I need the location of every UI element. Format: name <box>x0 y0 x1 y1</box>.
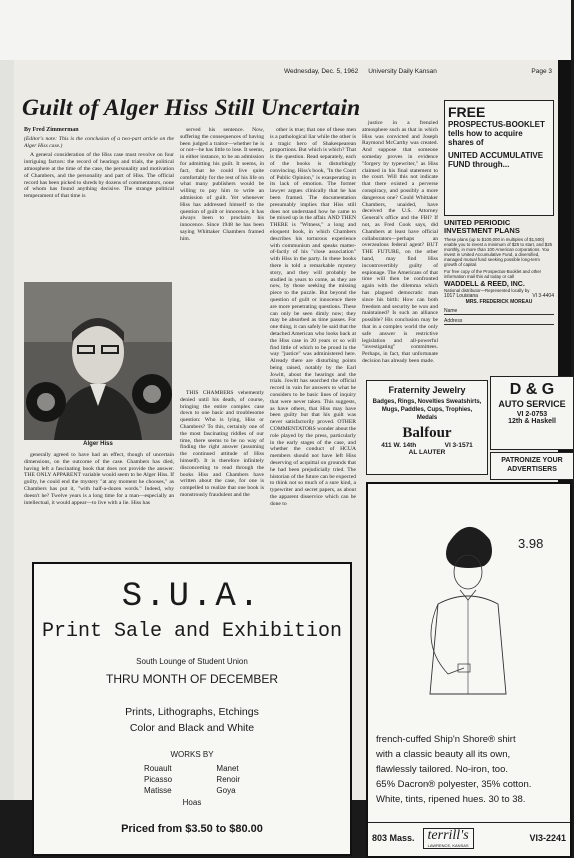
article-text: other is true; that one of these men is a pathological liar while the other is a tragic hero of Shakespearean proportions. But which is which? That is the question. Read separately, each of the books is disturbingly convincing. Hiss's book, "In the Court of Public Opinion," is exasperating in its lack of emotion. The former lawyer argues clinically that he has been framed. The documentation presumably implies that Hiss still does not understand how he came to be mixed up in the affair. AND THEN THERE is "Witness," a long and eloquent book, in which Chambers describes his torturous experience with communism and speaks matter-of-factly of his "close association" with Hiss in the party. In these books there is told a remarkable mystery story, and they will probably be studied in years to come, as they are now, by those seeking the missing piece to the puzzle. But beyond the question of guilt or innocence there are more penetrating questions. These can only be seen dimly now; they may be absorbed as time passes. For one thing, it can safely be said that the detached American who looks back at the Hiss case in 20 years or so will find little of which to be proud in the way "justice" was administered here. Already there are disturbing points being raised, notably by the Earl Jowitt, about the hearings and the trials. Jowitt has searched the official record in vain for answers to what he considers to be basic lines of inquiry that were never taken. This suggests, as have others, that Hiss may have been guilty but that his guilt was never satisfactorily proved. OTHER COMMENTATORS wonder about the role played by the press, particularly in the early stages of the case, and whether the conduct of HCUA members should not have left Hiss deserving of acquittal on grounds that he had been prejudicially tried. The historian of the future can be expected to think not so much of a sure kind, a typewriter and secret papers, as about the apparent disservice which can be done to <box>270 127 356 507</box>
terrill-copy-4: 65% Dacron® polyester, 35% cotton. <box>376 779 532 790</box>
terrill-logo <box>423 828 474 849</box>
ad-company: WADDELL & REED, INC. <box>444 281 525 288</box>
artist: Goya <box>216 786 236 795</box>
ad-desc: These plans (up to $100,000 in multiples of $1,500) enable you to invest a minimum of $25 to start, and $25 monthly, in more than 100 American corporations. You invest in United Accumulative Fund, a diversified, managed mutual fund seeking possible long-term growth of capital. <box>444 237 553 267</box>
ad-sub: National distributor—Represented locally by <box>444 288 530 293</box>
artist: Picasso <box>144 775 173 784</box>
terrill-copy-3: flawlessly tailored. No-iron, too. <box>376 764 508 775</box>
article-column-2 <box>180 127 264 307</box>
sua-title: S.U.A. <box>121 578 263 616</box>
jewelry-items: Badges, Rings, Novelties Sweatshirts, Mugs, Paddles, Cups, Trophies, Medals <box>372 399 482 421</box>
sua-when: THRU MONTH OF DECEMBER <box>106 672 278 686</box>
sua-location: South Lounge of Student Union <box>136 657 248 666</box>
dg-service: AUTO SERVICE <box>498 399 566 409</box>
header-paper: University Daily Kansan <box>368 68 437 75</box>
artist: Manet <box>216 764 239 773</box>
prospectus-box <box>444 100 554 216</box>
patronize-text: PATRONIZE YOUR ADVERTISERS <box>501 457 563 473</box>
page-header <box>284 68 552 75</box>
patronize-banner <box>490 452 574 480</box>
dg-title: D & G <box>509 381 555 398</box>
prospectus-ad <box>444 100 554 324</box>
sua-print-sale-ad <box>32 562 352 856</box>
jewelry-contact <box>367 442 487 449</box>
article-column-4 <box>362 120 438 374</box>
sua-items2: Color and Black and White <box>129 722 255 734</box>
alger-hiss-photo <box>24 282 172 440</box>
sua-artists <box>34 759 350 796</box>
sua-subtitle: Print Sale and Exhibition <box>41 620 343 643</box>
sua-works-by: WORKS BY <box>170 750 214 759</box>
ad-name-line: Name <box>444 308 554 315</box>
terrills-shirt-ad <box>366 482 572 858</box>
article-text: served his sentence. Now, suffering the consequences of having been judged a traitor—whether he is or not—he has little to lose. It seems, in either instance, to be an admission for admitting his guilt. It seems, in fact, that he could live quite comfortably for the rest of his life on what many publishers would be willing to pay him to write an admission of guilt. Yet whenever Hiss has addressed himself to the question of guilt or innocence, it has always been to proclaim his innocence. Since 1948 he has been saying Whittaker Chambers framed him. <box>180 127 264 242</box>
terrill-store: terrill's <box>427 827 469 843</box>
sua-artists-left <box>144 763 172 796</box>
sua-price: Priced from $3.50 to $80.00 <box>121 823 263 835</box>
ad-address-blank: Address <box>444 318 554 325</box>
artist: Renoir <box>216 775 240 784</box>
article-text: generally agreed to have had an effect, though of uncertain dimensions, on the outcome of the case. Chambers has died, having left a fascinating book that does not provide the answer. THE ONLY APPARENT variable would seem to be Alger Hiss. If guilty, he could end the mystery "at any moment he chooses," as Chambers has put it, "with half-a-dozen words." Indeed, why doesn't he? Twelve years is a long time for a man—especially an intellectual, it would appear—to live with a lie. Hiss has <box>24 452 174 506</box>
terrill-copy-2: with a classic beauty all its own, <box>376 749 511 760</box>
header-page: Page 3 <box>531 68 552 75</box>
header-date: Wednesday, Dec. 5, 1962 <box>284 68 359 75</box>
adjacent-page-edge <box>0 60 15 800</box>
ad-plans: UNITED PERIODIC INVESTMENT PLANS <box>444 218 520 235</box>
article-column-2b <box>180 390 264 556</box>
ad-send: For free copy of the Prospectus-Booklet and other information mail this ad today or call <box>444 269 542 279</box>
ad-line1: PROSPECTUS-BOOKLET tells how to acquire shares of <box>448 120 545 147</box>
ad-addr2: VI 3-4404 <box>532 293 554 299</box>
jewelry-addr: 411 W. 14th <box>381 442 417 449</box>
terrill-copy <box>376 732 531 807</box>
terrill-copy-5: White, tints, ripened hues. 30 to 38. <box>376 794 526 805</box>
article-text: justice in a frenzied atmosphere such as that in which Hiss was convicted and Joseph Raymond McCarthy was created. And suppose that someone someday proves in evidence "forgery by typewriter," as Hiss claimed in his final statement to the court. Will this not indicate that there existed a perverse conspiracy, and possibly a more dangerous one? Could Whittaker Chambers, unaided, have deceived the U.S. Attorney General's office and the FBI? If not, as Fred Cook says, did Chambers at least have official collaborators—perhaps an overzealous federal agent? BUT THE FUTURE, on the other hand, may find Hiss incontrovertibly guilty of espionage. The Americans of that time will then be confronted again with the dilemma which has plagued democratic man since his birth: How can both freedom and security be won and maintained? Is such an alliance possible? His conclusion may be that in a complex world the only safe answer is restrictive legislation and all-powerful "investigating" committees. Perhaps, in fact, that unfortunate decision has already been made. <box>362 120 438 364</box>
dg-phone: VI 2-0753 <box>516 411 548 418</box>
article-text: THIS CHAMBERS vehemently denied until his death, of course, bringing the entire complex case down to one basic and troublesome question: Who is lying, Hiss or Chambers? To this, certainly one of the most fascinating riddles of our time, there seems to be no way of finding the right answer (assuming the continued attitude of Hiss himself). It is therefore infinitely disconcerting to read through the books Hiss and Chambers have written about the case, for one is compelled to realize that one book is monstrously fraudulent and the <box>180 390 264 498</box>
terrill-footer <box>368 822 570 853</box>
artist: Matisse <box>144 786 172 795</box>
article-column-1b <box>24 452 174 556</box>
ad-addr1: 1017 Louisiana <box>444 293 478 299</box>
byline: By Fred Zimmerman <box>24 127 79 133</box>
terrill-price: 3.98 <box>518 536 544 551</box>
photo-caption: Alger Hiss <box>83 441 113 447</box>
scan-top-margin <box>0 0 571 60</box>
dg-auto-ad <box>490 376 574 450</box>
headline: Guilt of Alger Hiss Still Uncertain <box>22 95 361 121</box>
article-column-3 <box>270 127 356 557</box>
newspaper-page <box>14 60 566 848</box>
terrill-phone: VI3-2241 <box>529 833 566 843</box>
artist: Hoas <box>182 798 202 807</box>
jewelry-title: Fraternity Jewelry <box>388 385 466 395</box>
ad-rep: MRS. FREDERICK MOREAU <box>465 299 533 305</box>
shirt-model-illustration <box>408 504 528 704</box>
editor-note: (Editor's note: This is the conclusion of a two-part article on the Alger Hiss case.) <box>24 135 174 149</box>
terrill-copy-1: french-cuffed Ship'n Shore® shirt <box>376 734 516 745</box>
article-text: A general consideration of the Hiss case must revolve on four intriguing factors: the record of hearings and trials, the political atmosphere at the time of the case, the personality and motivation of Chambers, and the personality and part of Hiss. The official record has been picked to shreds by dozens of commentators, none of whom has found anything decisive. The strange political temperament of that time is <box>24 152 174 200</box>
article-column-1 <box>24 127 174 279</box>
terrill-addr: 803 Mass. <box>372 833 415 843</box>
fraternity-jewelry-ad <box>366 380 488 475</box>
terrill-city: LAWRENCE, KANSAS <box>427 842 469 848</box>
sua-items1: Prints, Lithographs, Etchings <box>125 706 259 718</box>
photo-illustration <box>24 282 172 440</box>
artist: Rouault <box>144 764 172 773</box>
jewelry-owner: AL LAUTER <box>408 449 446 456</box>
sua-artists-right <box>216 763 240 796</box>
jewelry-store: Balfour <box>402 425 452 441</box>
ad-fund: UNITED ACCUMULATIVE FUND through... <box>448 151 544 169</box>
jewelry-phone: VI 3-1571 <box>444 442 473 449</box>
dg-addr: 12th & Haskell <box>508 418 556 425</box>
ad-free-label: FREE <box>448 104 486 120</box>
